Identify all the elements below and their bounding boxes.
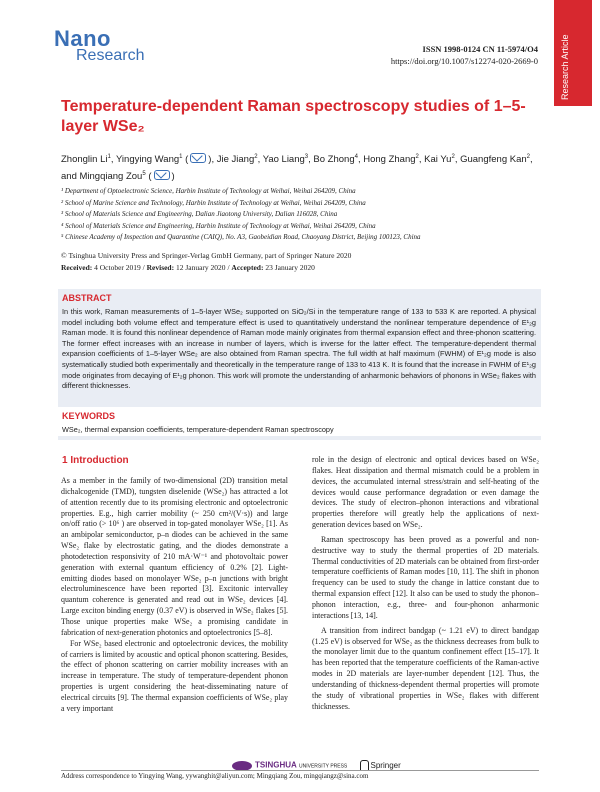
issn: ISSN 1998-0124 CN 11-5974/O4 <box>422 44 538 54</box>
author-affil-sup: 5 <box>142 171 146 178</box>
paragraph: A transition from indirect bandgap (~ 1.21 eV) to direct bandgap (1.25 eV) is observed for WSe₂ as the thickness decreases from bulk to the monolayer limit due to the quantum confinement effect [15–17]. It has been reported that the temperature coefficients of the Raman-active modes in 2D materials are layer-number dependent [12]. Thus, the understanding of thickness-dependent thermal properties will promote the study of vibrational properties in WSe₂ flakes with different thicknesses. <box>312 625 539 711</box>
section-heading-introduction: 1 Introduction <box>62 455 129 466</box>
copyright: © Tsinghua University Press and Springer-Verlag GmbH Germany, part of Springer Nature 2020 <box>61 251 352 260</box>
email-icon[interactable] <box>190 153 206 163</box>
abstract-text: In this work, Raman measurements of 1–5-layer WSe₂ supported on SiO₂/Si in the temperature range of 133 to 533 K are reported. A physical model including both volume effect and temperature effect is used to quantitatively understand the nonlinear temperature dependence of E¹₂g Raman mode. It is found this nonlinear dependence of Raman mode mainly originates from thermal expansion effect and three-phonon scattering. The former effect increases with an increase in number of layers, which is inverse for the latter effect. The temperature-dependent thermal expansion coefficients of 1–5-layer WSe₂ are also obtained from Raman spectra. The full width at half maximum (FWHM) of E¹₂g mode is also systematically studied both experimentally and theoretically in the temperature range of 133 to 413 K. It is found that the increase in FWHM of E¹₂g mode originates from decaying of E¹₂g phonon. This work will promote the understanding of anharmonic behaviors of phonons in WSe₂ flakes with different thicknesses. <box>62 307 536 391</box>
author-name: Kai Yu <box>424 154 452 166</box>
author-name: Zhonglin Li <box>61 154 108 166</box>
revised-label: Revised: <box>146 263 175 272</box>
footer-divider <box>61 770 539 771</box>
tsinghua-seal-icon <box>232 761 252 771</box>
affiliation: ⁵ Chinese Academy of Inspection and Quarantine (CAIQ), No. A3, Gaobeidian Road, Chaoyang District, Beijing 100123, China <box>61 233 421 242</box>
paragraph: For WSe₂ based electronic and optoelectronic devices, the mobility of carriers is limited by acoustic and optical phonon scattering. Besides, the effect of phonon scattering on carrier mobility increases with an increase in temperature. The study of temperature-dependent phonon properties is urgent considering the heat-disseminating nature of electrical circuits [9]. The thermal expansion coefficients of WSe₂ play a very important <box>61 638 289 713</box>
doi-link[interactable]: https://doi.org/10.1007/s12274-020-2669-0 <box>390 56 538 66</box>
article-title: Temperature-dependent Raman spectroscopy studies of 1–5-layer WSe₂ <box>61 98 526 135</box>
paragraph: Raman spectroscopy has been proved as a powerful and non-destructive way to study the thermal properties of 2D materials. Thermal conductivities of 2D materials can be obtained from first-order temperature coefficients of Raman modes [10, 11]. The shift in phonon frequency can be used to study the change in lattice constant due to thermal expansion effect [12]. It also can be used to study the phonon–phonon interaction, e.g., three- and four-phonon anharmonic interactions [13, 14]. <box>312 534 539 620</box>
tsinghua-name: TSINGHUA <box>255 760 297 770</box>
correspondence-footer: Address correspondence to Yingying Wang, yywanghit@aliyun.com; Mingqiang Zou, mingqiangz@sina.com <box>61 772 369 780</box>
author-name: Yao Liang <box>262 154 305 166</box>
author-affil-sup: 2 <box>451 154 455 160</box>
body-column-left <box>61 476 288 715</box>
author-name: Mingqiang Zou <box>79 171 143 183</box>
abstract-heading: ABSTRACT <box>62 293 112 303</box>
abstract-box <box>58 289 541 407</box>
author-name: Hong Zhang <box>363 154 416 166</box>
received-value: 4 October 2019 <box>94 263 141 272</box>
author-affil-sup: 2 <box>254 154 258 160</box>
author-list: Zhonglin Li$^1$, Yingying Wang$^1$ ( ), Jie Jiang$^2$, Yao Liang$^3$, Bo Zhong$^4$, Hong Zhang$^2$, Kai Yu$^2$, Guangfeng Kan$^2$, and Mingqiang Zou$^5$ ( ) <box>61 154 533 183</box>
affiliation: ³ School of Materials Science and Engineering, Dalian Jiaotong University, Dalian 116028, China <box>61 210 338 219</box>
author-affil-sup: 3 <box>304 154 309 160</box>
keywords-divider <box>58 436 541 440</box>
logo-research: Research <box>76 47 145 64</box>
affiliation: ² School of Marine Science and Technology, Harbin Institute of Technology at Weihai, Weihai 264209, China <box>61 198 366 207</box>
author-affil-sup: 1 <box>179 154 183 160</box>
paragraph: role in the design of electronic and optical devices based on WSe₂ flakes. Heat dissipation and thermal mismatch could be a problem in devices, the accumulated internal stress/strain and self-heating of the devices would cause performance degradation or even damage the devices. The study of electron–phonon interactions and vibrational properties therefore will greatly help the applications of next-generation devices based on WSe₂. <box>312 455 539 530</box>
journal-logo <box>54 26 145 70</box>
logo-nano: Nano <box>54 26 111 51</box>
paragraph: As a member in the family of two-dimensional (2D) transition metal dichalcogenide (TMD), tungsten diselenide (WSe₂) has attracted a lot of attention recently due to its promising electronic and optoelectronic properties. E.g., high carrier mobility (~ 250 cm²/(V·s)) and large on/off ratio (> 10⁶ ) are observed in top-gated monolayer WSe₂ [1]. As an ambipolar semiconductor, p–n diodes can be achieved in the same WSe₂ flake by electrostatic gating, and the diodes demonstrate a photodetection responsivity of 210 mA·W⁻¹ and photovoltaic power generation with external quantum efficiency of 0.2% [2]. Light-emitting diodes based on monolayer WSe₂ p–n junctions with bright electroluminescence have been reported [3]. Excitonic intervalley quantum coherence is generated and read out in WSe₂ devices [4]. Large exciton binding energy (0.37 eV) is observed in WSe₂ flakes [5]. Those unique properties make WSe₂ a promising candidate in fabrication of next-generation photonics and optoelectronics [5–8]. <box>61 476 288 637</box>
affiliation: ¹ Department of Optoelectronic Science, Harbin Institute of Technology at Weihai, Weihai 264209, China <box>61 187 356 195</box>
body-column-right <box>312 455 539 712</box>
revised-value: 12 January 2020 <box>175 263 226 272</box>
author-affil-sup: 4 <box>354 154 358 160</box>
received-label: Received: <box>61 263 93 272</box>
author-name: Guangfeng Kan <box>460 154 527 166</box>
author-name: Bo Zhong <box>313 154 355 166</box>
author-affil-sup: 2 <box>526 154 530 160</box>
received-dates: Received: 4 October 2019 / Revised: 12 January 2020 / Accepted: 23 January 2020 <box>61 263 315 272</box>
side-banner <box>554 0 592 792</box>
keywords-heading: KEYWORDS <box>62 411 116 421</box>
author-name: Jie Jiang <box>216 154 255 166</box>
author-affil-sup: 2 <box>415 154 419 160</box>
tsinghua-sub: UNIVERSITY PRESS <box>299 763 348 770</box>
accepted-label: Accepted: <box>231 263 264 272</box>
accepted-value: 23 January 2020 <box>265 263 315 272</box>
affiliation: ⁴ School of Materials Science and Engineering, Harbin Institute of Technology at Weihai, Weihai 264209, China <box>61 221 376 230</box>
keywords-text: WSe₂, thermal expansion coefficients, temperature-dependent Raman spectroscopy <box>62 425 334 434</box>
springer-name: Springer <box>370 760 401 770</box>
author-affil-sup: 1 <box>107 154 111 160</box>
email-icon[interactable] <box>154 170 170 180</box>
article-type-label: Research Article <box>560 34 570 100</box>
author-name: Yingying Wang <box>115 154 180 166</box>
